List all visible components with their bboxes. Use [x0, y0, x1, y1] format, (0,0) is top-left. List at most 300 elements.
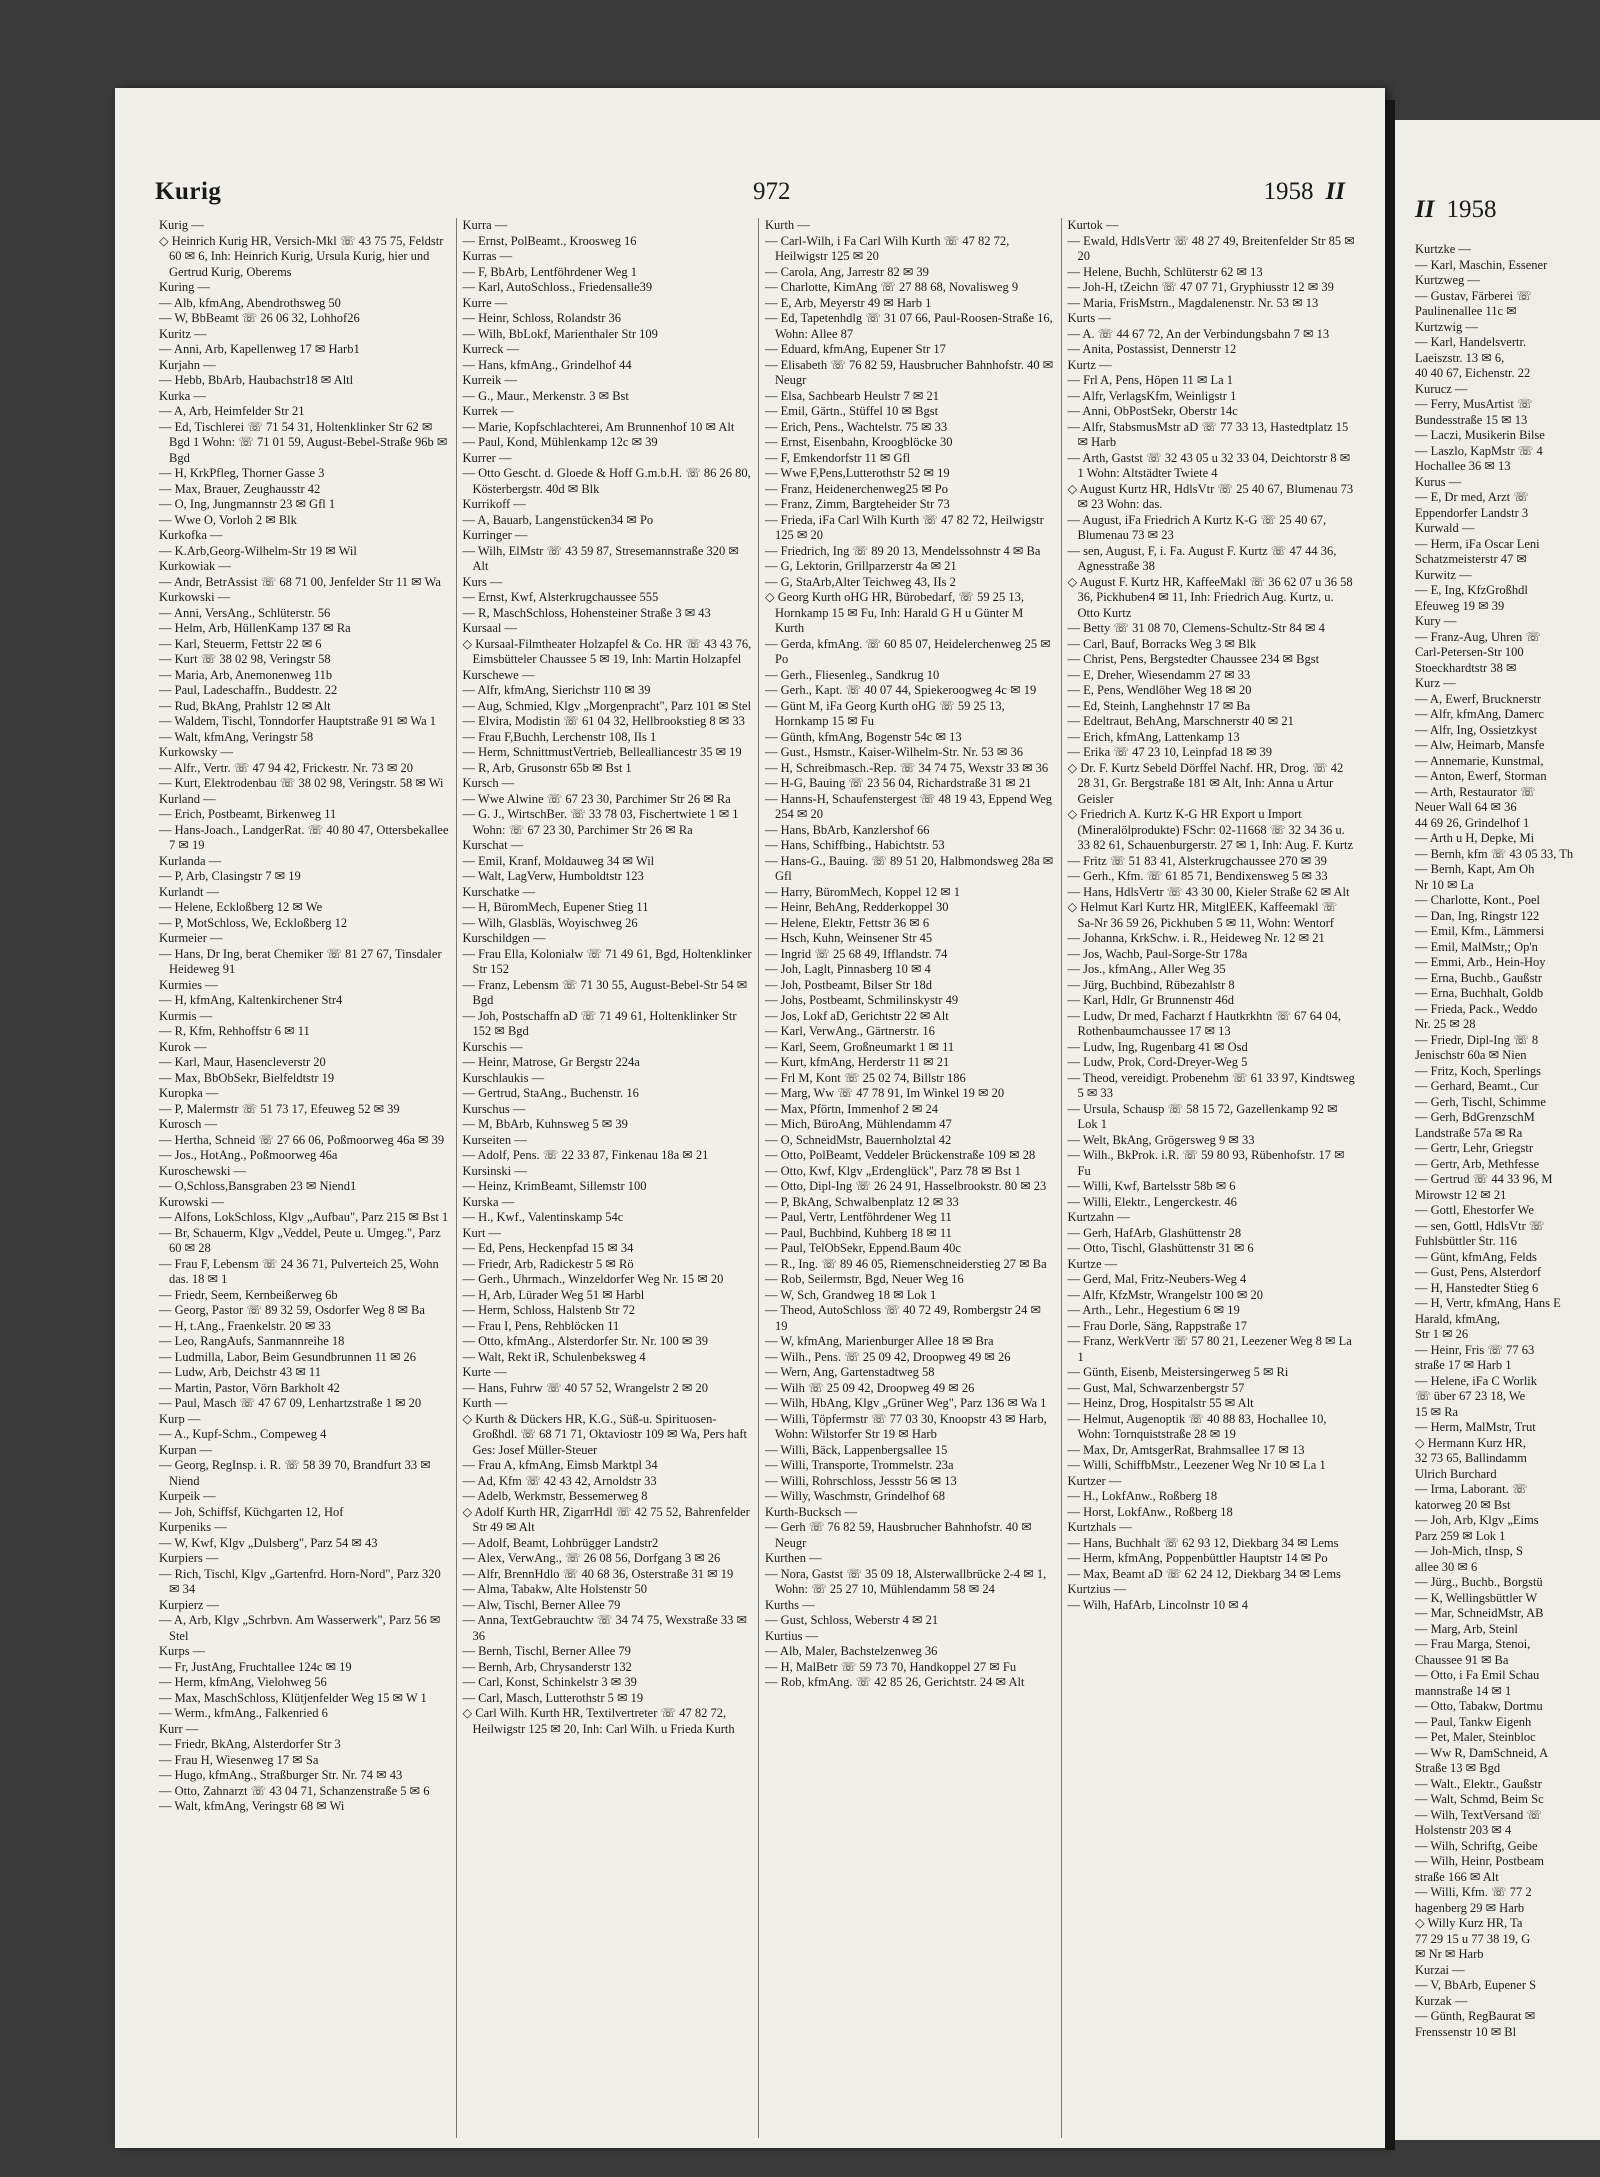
directory-entry: — Theod, AutoSchloss ☏ 40 72 49, Rombergstr 24 ✉ 19: [765, 1303, 1041, 1333]
directory-entry: — Horst, LokfAnw., Roßberg 18: [1067, 1504, 1233, 1519]
directory-entry: — Max, Dr, AmtsgerRat, Brahmsallee 17 ✉ 13: [1067, 1442, 1305, 1457]
directory-entry: — W, Kwf, Klgv „Dulsberg", Parz 54 ✉ 43: [159, 1535, 378, 1550]
directory-entry: — Adolf, Pens. ☏ 22 33 87, Finkenau 18a ✉ 21: [462, 1148, 709, 1162]
directory-entry: Kurschildgen —: [462, 931, 546, 945]
right-page-line: — Ww R, DamSchneid, A: [1415, 1745, 1549, 1760]
directory-entry: — Max, MaschSchloss, Klütjenfelder Weg 15 ✉ W 1: [159, 1690, 427, 1705]
directory-entry: — Charlotte, KimAng ☏ 27 88 68, Novalisweg 9: [765, 280, 1019, 294]
directory-entry: — Heinz, Drog, Hospitalstr 55 ✉ Alt: [1067, 1396, 1254, 1410]
right-page-line: — Joh, Arb, Klgv „Eims: [1415, 1513, 1539, 1527]
directory-entry: — Maria, FrisMstrn., Magdalenenstr. Nr. 53 ✉ 13: [1067, 295, 1319, 310]
right-page-line: Neuer Wall 64 ✉ 36: [1415, 800, 1517, 814]
directory-entry: — Bernh, Arb, Chrysanderstr 132: [462, 1659, 632, 1674]
right-page-line: — E, Ing, KfzGroßhdl: [1415, 583, 1528, 597]
directory-entry: — Arth., Lehr., Hegestium 6 ✉ 19: [1067, 1303, 1240, 1317]
right-page-line: — Charlotte, Kont., Poel: [1415, 893, 1540, 907]
directory-entry: — Wern, Ang, Gartenstadtweg 58: [765, 1365, 935, 1379]
directory-entry: Kurth-Bucksch —: [765, 1504, 857, 1519]
directory-entry: — Joh-H, tZeichn ☏ 47 07 71, Gryphiusstr 12 ✉ 39: [1067, 280, 1334, 294]
right-page-line: — H, Vertr, kfmAng, Hans E: [1415, 1296, 1561, 1310]
directory-entry: — O, Ing, Jungmannstr 23 ✉ Gfl 1: [159, 497, 336, 511]
directory-entry: Kurtzahn —: [1067, 1210, 1130, 1224]
directory-entry: — Georg, Pastor ☏ 89 32 59, Osdorfer Weg 8 ✉ Ba: [159, 1303, 425, 1317]
directory-entry: Kuroschewski —: [159, 1163, 247, 1178]
directory-entry: — August, iFa Friedrich A Kurtz K-G ☏ 25 40 67, Blumenau 73 ✉ 23: [1067, 512, 1327, 542]
directory-entry: — Alex, VerwAng., ☏ 26 08 56, Dorfgang 3 ✉ 26: [462, 1551, 721, 1565]
right-page-line: 15 ✉ Ra: [1415, 1404, 1459, 1419]
directory-entry: — Friedr, Arb, Radickestr 5 ✉ Rö: [462, 1256, 634, 1271]
directory-entry: — Gerh, HafArb, Glashüttenstr 28: [1067, 1225, 1242, 1240]
right-page-line: — Frieda, Pack., Weddo: [1415, 1001, 1538, 1016]
directory-entry: — Franz, Zimm, Bargteheider Str 73: [765, 497, 950, 511]
directory-entry: Kurs —: [462, 574, 503, 589]
directory-entry: Kurlanda —: [159, 853, 222, 868]
directory-entry: — Gust, Schloss, Weberstr 4 ✉ 21: [765, 1613, 939, 1627]
directory-entry: Kurschewe —: [462, 667, 535, 682]
right-page-line: — sen, Gottl, HdlsVtr ☏: [1415, 1218, 1545, 1233]
directory-entry: — Joh, Laglt, Pinnasberg 10 ✉ 4: [765, 962, 931, 976]
directory-entry: — Kurt ☏ 38 02 98, Veringstr 58: [159, 652, 331, 666]
directory-entry: — Walt, kfmAng, Veringstr 58: [159, 729, 314, 744]
right-page-line: — Herm, MalMstr, Trut: [1415, 1420, 1536, 1434]
directory-entry: Kurringer —: [462, 528, 528, 542]
directory-entry: — Leo, RangAufs, Sanmannreihe 18: [159, 1334, 345, 1348]
directory-entry: Kurkofka —: [159, 528, 223, 542]
directory-entry: — K.Arb,Georg-Wilhelm-Str 19 ✉ Wil: [159, 543, 357, 558]
directory-entry: — Frau H, Wiesenweg 17 ✉ Sa: [159, 1752, 319, 1767]
right-page-line: straße 17 ✉ Harb 1: [1415, 1358, 1512, 1372]
directory-entry: — O, SchneidMstr, Bauernholztal 42: [765, 1132, 952, 1147]
directory-entry: — Ludw, Prok, Cord-Dreyer-Weg 5: [1067, 1055, 1248, 1069]
right-page-line: — Karl, Handelsvertr.: [1415, 335, 1527, 349]
directory-entry: Kurowski —: [159, 1194, 224, 1209]
directory-entry: — sen, August, F, i. Fa. August F. Kurtz ☏ 47 44 36, Agnesstraße 38: [1067, 543, 1337, 573]
directory-entry: — O,Schloss,Bansgraben 23 ✉ Niend1: [159, 1179, 357, 1193]
directory-entry: — R, Kfm, Rehhoffstr 6 ✉ 11: [159, 1024, 310, 1038]
directory-entry: — Karl, VerwAng., Gärtnerstr. 16: [765, 1024, 935, 1038]
directory-entry: — Br, Schauerm, Klgv „Veddel, Peute u. Umgeg.", Parz 60 ✉ 28: [159, 1225, 441, 1255]
directory-entry: — Jos, Lokf aD, Gerichtstr 22 ✉ Alt: [765, 1008, 949, 1023]
right-page-line: — Wilh, Heinr, Postbeam: [1415, 1854, 1544, 1868]
right-page-line: — Otto, Tabakw, Dortmu: [1415, 1699, 1543, 1713]
right-page-line: Kurus —: [1415, 474, 1462, 489]
directory-entry: ◇ August F. Kurtz HR, KaffeeMakl ☏ 36 62 07 u 36 58 36, Pickhuben4 ✉ 11, Inh: Friedrich Aug. Kurtz, u. Otto Kurtz: [1067, 574, 1353, 620]
directory-entry: — Wilh, ElMstr ☏ 43 59 87, Stresemannstraße 320 ✉ Alt: [462, 543, 739, 573]
directory-entry: — Frau Ella, Kolonialw ☏ 71 49 61, Bgd, Holtenklinker Str 152: [462, 946, 752, 976]
right-page-line: Frenssenstr 10 ✉ Bl: [1415, 2024, 1517, 2039]
right-page-line: Schatzmeisterstr 47 ✉: [1415, 552, 1527, 566]
directory-entry: — Gerh., Kapt. ☏ 40 07 44, Spiekeroogweg 4c ✉ 19: [765, 683, 1037, 697]
right-page-line: Carl-Petersen-Str 100: [1415, 645, 1524, 659]
right-page-line: — Wilh, Schriftg, Geibe: [1415, 1838, 1538, 1853]
directory-entry: Kurmies —: [159, 977, 218, 992]
directory-entry: — Max, Beamt aD ☏ 62 24 12, Diekbarg 34 ✉ Lems: [1067, 1566, 1341, 1581]
right-page-line: — Alw, Heimarb, Mansfe: [1415, 738, 1545, 752]
directory-entry: — Alfr., Vertr. ☏ 47 94 42, Frickestr. Nr. 73 ✉ 20: [159, 760, 413, 775]
directory-entry: Kursaal —: [462, 621, 517, 635]
right-page-line: Landstraße 57a ✉ Ra: [1415, 1125, 1523, 1140]
right-page-line: ◇ Hermann Kurz HR,: [1415, 1435, 1526, 1450]
directory-entry: Kurre —: [462, 295, 508, 310]
directory-entry: — P, Malermstr ☏ 51 73 17, Efeuweg 52 ✉ 39: [159, 1101, 400, 1116]
directory-entry: Kurthen —: [765, 1551, 822, 1565]
directory-entry: — Karl, Hdlr, Gr Brunnenstr 46d: [1067, 993, 1234, 1007]
directory-entry: — Ludw, Ing, Rugenbarg 41 ✉ Osd: [1067, 1039, 1248, 1054]
directory-entry: — Gerd, Mal, Fritz-Neubers-Weg 4: [1067, 1272, 1247, 1286]
right-header-volume: II: [1415, 196, 1435, 223]
directory-entry: Kurmis —: [159, 1008, 213, 1023]
right-page-line: allee 30 ✉ 6: [1415, 1559, 1478, 1574]
directory-entry: Kurte —: [462, 1365, 507, 1379]
directory-entry: Kurland —: [159, 791, 216, 806]
directory-entry: — Karl, AutoSchloss., Friedensalle39: [462, 280, 653, 294]
directory-entry: — Alma, Tabakw, Alte Holstenstr 50: [462, 1582, 648, 1596]
directory-entry: — Paul, TelObSekr, Eppend.Baum 40c: [765, 1241, 961, 1255]
directory-entry: ◇ Adolf Kurth HR, ZigarrHdl ☏ 42 75 52, Bahrenfelder Str 49 ✉ Alt: [462, 1504, 750, 1534]
directory-entry: ◇ Dr. F. Kurtz Sebeld Dörffel Nachf. HR, Drog. ☏ 42 28 31, Gr. Bergstraße 181 ✉ Alt, Inh: Anna u Artur Geisler: [1067, 760, 1344, 806]
directory-entry: — Wilh, Glasbläs, Woyischweg 26: [462, 915, 638, 930]
directory-entry: — Alfr, VerlagsKfm, Weinligstr 1: [1067, 388, 1237, 403]
right-page-line: Holstenstr 203 ✉ 4: [1415, 1823, 1512, 1837]
directory-entry: — Kurt, Elektrodenbau ☏ 38 02 98, Veringstr. 58 ✉ Wi: [159, 776, 444, 790]
directory-entry: — Anna, TextGebrauchtw ☏ 34 74 75, Wexstraße 33 ✉ 36: [462, 1613, 747, 1643]
directory-entry: — H, BüromMech, Eupener Stieg 11: [462, 900, 649, 914]
directory-entry: — Ed, Tapetenhdlg ☏ 31 07 66, Paul-Roosen-Straße 16, Wohn: Allee 87: [765, 311, 1053, 341]
directory-entry: Kurpeik —: [159, 1489, 216, 1503]
directory-entry: — Helene, Eckloßberg 12 ✉ We: [159, 900, 323, 914]
right-page-line: — Fritz, Koch, Sperlings: [1415, 1063, 1542, 1078]
directory-entry: — A, Arb, Klgv „Schrbvn. Am Wasserwerk", Parz 56 ✉ Stel: [159, 1613, 441, 1643]
directory-entry: — Joh, Schiffsf, Küchgarten 12, Hof: [159, 1504, 344, 1519]
directory-entry: — Jos., kfmAng., Aller Weg 35: [1067, 962, 1226, 976]
directory-entry: — Alw, Tischl, Berner Allee 79: [462, 1597, 621, 1612]
right-page-line: Kurtzwig —: [1415, 319, 1478, 334]
directory-entry: Kurtzhals —: [1067, 1520, 1132, 1534]
right-page-line: — Emmi, Arb., Hein-Hoy: [1415, 955, 1546, 969]
directory-entry: Kurt —: [462, 1225, 502, 1240]
right-page-column: [1415, 242, 1600, 2040]
directory-entry: Kurschus —: [462, 1101, 526, 1116]
directory-entry: — Helene, Elektr, Fettstr 36 ✉ 6: [765, 915, 930, 930]
right-page-line: Ulrich Burchard: [1415, 1466, 1497, 1481]
right-page-line: Kurwitz —: [1415, 567, 1472, 582]
directory-entry: — Otto, Kwf, Klgv „Erdenglück", Parz 78 ✉ Bst 1: [765, 1163, 1021, 1178]
directory-entry: Kurrer —: [462, 450, 512, 465]
directory-entry: — Karl, Steuerm, Fettstr 22 ✉ 6: [159, 636, 322, 651]
directory-entry: — Hans-G., Bauing. ☏ 89 51 20, Halbmondsweg 28a ✉ Gfl: [765, 853, 1054, 883]
directory-entry: — Wilh, HbAng, Klgv „Grüner Weg", Parz 136 ✉ Wa 1: [765, 1396, 1047, 1410]
directory-entry: — Herm, SchnittmustVertrieb, Bellealliancestr 35 ✉ 19: [462, 745, 742, 759]
directory-entry: — Franz, Lebensm ☏ 71 30 55, August-Bebel-Str 54 ✉ Bgd: [462, 977, 748, 1007]
directory-entry: — Elsa, Sachbearb Heulstr 7 ✉ 21: [765, 388, 939, 403]
directory-entry: — Alb, kfmAng, Abendrothsweg 50: [159, 295, 341, 310]
directory-entry: ◇ Georg Kurth oHG HR, Bürobedarf, ☏ 59 25 13, Hornkamp 15 ✉ Fu, Inh: Harald G H u Günter M Kurth: [765, 590, 1025, 635]
right-page-line: — Otto, i Fa Emil Schau: [1415, 1668, 1540, 1682]
directory-entry: — Alfr, BrennHdlo ☏ 40 68 36, Osterstraße 31 ✉ 19: [462, 1566, 734, 1581]
directory-entry: — Paul, Kond, Mühlenkamp 12c ✉ 39: [462, 435, 658, 449]
right-page-line: — Laszlo, KapMstr ☏ 4: [1415, 443, 1543, 458]
right-page-line: Fuhlsbüttler Str. 116: [1415, 1234, 1517, 1248]
directory-entry: — Helm, Arb, HüllenKamp 137 ✉ Ra: [159, 621, 351, 635]
directory-entry: — H., Kwf., Valentinskamp 54c: [462, 1210, 624, 1224]
right-page-line: — Alfr, Ing, Ossietzkyst: [1415, 722, 1538, 737]
directory-entry: — Wilh., BkProk. i.R. ☏ 59 80 93, Rübenhofstr. 17 ✉ Fu: [1067, 1148, 1345, 1178]
directory-entry: Kurths —: [765, 1597, 815, 1612]
directory-entry: Kurra —: [462, 218, 508, 232]
directory-entry: — Willi, Elektr., Lengerckestr. 46: [1067, 1194, 1237, 1209]
right-page-line: — Mar, SchneidMstr, AB: [1415, 1606, 1544, 1620]
directory-column-1: [153, 218, 456, 2138]
directory-entry: — Willi, Kwf, Bartelsstr 58b ✉ 6: [1067, 1179, 1236, 1193]
header-keyword: Kurig: [155, 178, 222, 205]
right-page-line: — Arth u H, Depke, Mi: [1415, 831, 1535, 845]
directory-entry: — Alfons, LokSchloss, Klgv „Aufbau", Parz 215 ✉ Bst 1: [159, 1210, 449, 1224]
directory-entry: — G., Maur., Merkenstr. 3 ✉ Bst: [462, 388, 629, 403]
right-page-line: Jenischstr 60a ✉ Nien: [1415, 1048, 1527, 1062]
directory-entry: Kurschatke —: [462, 884, 536, 899]
right-page-line: — Jürg., Buchb., Borgstü: [1415, 1575, 1543, 1589]
directory-entry: — Gertrud, StaAng., Buchenstr. 16: [462, 1086, 639, 1100]
right-page-line: — Herm, iFa Oscar Leni: [1415, 536, 1540, 551]
directory-entry: — Kurt, kfmAng, Herderstr 11 ✉ 21: [765, 1055, 950, 1069]
directory-entry: — Johs, Postbeamt, Schmilinskystr 49: [765, 993, 959, 1007]
directory-entry: — Wwe O, Vorloh 2 ✉ Blk: [159, 512, 297, 527]
directory-entry: — Carl, Konst, Schinkelstr 3 ✉ 39: [462, 1675, 637, 1689]
right-page-line: Parz 259 ✉ Lok 1: [1415, 1528, 1506, 1543]
right-page-line: — Ferry, MusArtist ☏: [1415, 397, 1533, 411]
directory-entry: Kurth —: [462, 1396, 508, 1410]
book-gutter: [1385, 100, 1395, 2150]
directory-entry: — Hans, kfmAng., Grindelhof 44: [462, 357, 632, 372]
directory-entry: Kurreck —: [462, 342, 520, 356]
directory-entry: — Jos., HotAng., Poßmoorweg 46a: [159, 1148, 338, 1162]
directory-entry: — Willi, Töpfermstr ☏ 77 03 30, Knoopstr 43 ✉ Harb, Wohn: Wilstorfer Str 19 ✉ Harb: [765, 1411, 1047, 1441]
directory-entry: — Ernst, Kwf, Alsterkrugchaussee 555: [462, 590, 659, 604]
directory-entry: — Ernst, PolBeamt., Kroosweg 16: [462, 233, 637, 248]
header-volume: II: [1325, 178, 1345, 205]
directory-entry: Kurseiten —: [462, 1132, 527, 1147]
directory-entry: — Hertha, Schneid ☏ 27 66 06, Poßmoorweg 46a ✉ 39: [159, 1132, 445, 1147]
directory-entry: Kurrikoff —: [462, 497, 526, 511]
directory-entry: — Franz, Heidenerchenweg25 ✉ Po: [765, 481, 948, 496]
directory-entry: — Betty ☏ 31 08 70, Clemens-Schultz-Str 84 ✉ 4: [1067, 621, 1325, 635]
directory-entry: — A, Bauarb, Langenstücken34 ✉ Po: [462, 512, 654, 527]
directory-entry: — Arth, Gastst ☏ 32 43 05 u 32 33 04, Deichtorstr 8 ✉ 1 Wohn: Altstädter Twiete 4: [1067, 450, 1351, 480]
directory-entry: — W, kfmAng, Marienburger Allee 18 ✉ Bra: [765, 1334, 994, 1348]
directory-entry: — Günt M, iFa Georg Kurth oHG ☏ 59 25 13, Hornkamp 15 ✉ Fu: [765, 698, 1005, 728]
right-page-line: — Emil, Kfm., Lämmersi: [1415, 924, 1545, 938]
directory-entry: ◇ Carl Wilh. Kurth HR, Textilvertreter ☏ 47 82 72, Heilwigstr 125 ✉ 20, Inh: Carl Wilh. u Frieda Kurth: [462, 1706, 735, 1736]
directory-entry: — Rich, Tischl, Klgv „Gartenfrd. Horn-Nord", Parz 320 ✉ 34: [159, 1566, 441, 1596]
directory-entry: — Otto, Dipl-Ing ☏ 26 24 91, Hasselbrookstr. 80 ✉ 23: [765, 1179, 1047, 1193]
right-page-header: [1415, 196, 1496, 224]
right-page-line: — Joh-Mich, tInsp, S: [1415, 1544, 1523, 1558]
directory-entry: Kurkowsky —: [159, 745, 233, 759]
directory-entry: Kurschlaukis —: [462, 1070, 545, 1085]
directory-entry: — Erich, Pens., Wachtelstr. 75 ✉ 33: [765, 419, 948, 434]
directory-entry: — Emil, Kranf, Moldauweg 34 ✉ Wil: [462, 853, 655, 868]
directory-entry: ◇ Friedrich A. Kurtz K-G HR Export u Import (Mineralölprodukte) FSchr: 02-11668 ☏ 32 34 36 u. 33 82 61, Schauenburgerstr. 27 ✉ 1, Inh: Aug. F. Kurtz: [1067, 807, 1354, 852]
right-page-line: — Alfr, kfmAng, Damerc: [1415, 707, 1544, 721]
directory-entry: — R., Ing. ☏ 89 46 05, Riemenschneiderstieg 27 ✉ Ba: [765, 1256, 1047, 1271]
directory-entry: — Rud, BkAng, Prahlstr 12 ✉ Alt: [159, 698, 331, 713]
right-page-line: — Irma, Laborant. ☏: [1415, 1482, 1528, 1496]
directory-entry: — Edeltraut, BehAng, Marschnerstr 40 ✉ 21: [1067, 714, 1294, 728]
directory-entry: — Wilh, BbLokf, Marienthaler Str 109: [462, 326, 658, 341]
directory-entry: — Alfr, StabsmusMstr aD ☏ 77 33 13, Hastedtplatz 15 ✉ Harb: [1067, 419, 1349, 449]
right-page-line: — Gertr, Lehr, Griegstr: [1415, 1141, 1534, 1155]
directory-entry: Kuropka —: [159, 1086, 219, 1100]
right-page-line: Chaussee 91 ✉ Ba: [1415, 1652, 1509, 1667]
directory-entry: — Gerda, kfmAng. ☏ 60 85 07, Heidelerchenweg 25 ✉ Po: [765, 636, 1051, 666]
directory-entry: — Aug, Schmied, Klgv „Morgenpracht", Parz 101 ✉ Stel: [462, 698, 752, 713]
directory-entry: Kurkowiak —: [159, 559, 231, 573]
directory-entry: — Ed, Pens, Heckenpfad 15 ✉ 34: [462, 1241, 634, 1255]
directory-entry: — Hugo, kfmAng., Straßburger Str. Nr. 74 ✉ 43: [159, 1768, 403, 1782]
directory-entry: — Jürg, Buchbind, Rübezahlstr 8: [1067, 977, 1235, 992]
directory-entry: — W, Sch, Grandweg 18 ✉ Lok 1: [765, 1287, 937, 1302]
directory-entry: — Max, Brauer, Zeughausstr 42: [159, 481, 321, 496]
directory-column-3: [758, 218, 1061, 2138]
directory-entry: — Gerh., Kfm. ☏ 61 85 71, Bendixensweg 5 ✉ 33: [1067, 869, 1328, 883]
directory-entry: — Willi, Transporte, Trommelstr. 23a: [765, 1458, 954, 1472]
directory-entry: — Emil, Gärtn., Stüffel 10 ✉ Bgst: [765, 404, 939, 418]
directory-entry: — Willy, Waschmstr, Grindelhof 68: [765, 1489, 946, 1503]
directory-entry: — Hebb, BbArb, Haubachstr18 ✉ Altl: [159, 373, 354, 387]
right-page-line: Kurzak —: [1415, 1993, 1468, 2008]
right-page-line: Kurz —: [1415, 676, 1456, 690]
directory-entry: — Mich, BüroAng, Mühlendamm 47: [765, 1117, 952, 1131]
directory-entry: — G, StaArb,Alter Teichweg 43, IIs 2: [765, 574, 956, 589]
directory-entry: — Karl, Maur, Hasencleverstr 20: [159, 1055, 326, 1069]
directory-entry: — Heinr, Matrose, Gr Bergstr 224a: [462, 1055, 640, 1069]
directory-entry: — E, Arb, Meyerstr 49 ✉ Harb 1: [765, 295, 932, 310]
directory-entry: — Hans, Schiffbing., Habichtstr. 53: [765, 838, 945, 852]
right-page-line: — V, BbArb, Eupener S: [1415, 1978, 1537, 1992]
right-page-line: — K, Wellingsbüttler W: [1415, 1590, 1538, 1605]
directory-entry: — Fr, JustAng, Fruchtallee 124c ✉ 19: [159, 1659, 352, 1674]
directory-entry: — Johanna, KrkSchw. i. R., Heideweg Nr. 12 ✉ 21: [1067, 931, 1325, 945]
directory-entry: Kurmeier —: [159, 931, 223, 945]
directory-entry: Kurpiers —: [159, 1551, 219, 1565]
directory-entry: — Friedrich, Ing ☏ 89 20 13, Mendelssohnstr 4 ✉ Ba: [765, 543, 1041, 558]
right-page-line: — Annemarie, Kunstmal,: [1415, 753, 1544, 768]
right-page-line: — Erna, Buchb., Gaußstr: [1415, 970, 1543, 985]
directory-entry: — Heinr, BehAng, Redderkoppel 30: [765, 900, 949, 914]
directory-entry: — Alfr, KfzMstr, Wrangelstr 100 ✉ 20: [1067, 1287, 1264, 1302]
directory-entry: — Erika ☏ 47 23 10, Leinpfad 18 ✉ 39: [1067, 745, 1273, 759]
directory-entry: — Frau I, Pens, Rehblöcken 11: [462, 1318, 620, 1333]
right-page-line: — Paul, Tankw Eigenh: [1415, 1714, 1532, 1729]
directory-entry: — Jos, Wachb, Paul-Sorge-Str 178a: [1067, 946, 1248, 961]
directory-entry: Kuring —: [159, 280, 211, 294]
directory-entry: — Nora, Gastst ☏ 35 09 18, Alsterwallbrücke 2-4 ✉ 1, Wohn: ☏ 25 27 10, Mühlendamm 58 ✉ 24: [765, 1566, 1047, 1596]
right-page-line: — Anton, Ewerf, Storman: [1415, 769, 1547, 783]
right-page-line: — Gustav, Färberei ☏: [1415, 288, 1532, 303]
right-page-line: Harald, kfmAng,: [1415, 1311, 1501, 1326]
directory-entry: — Theod, vereidigt. Probenehm ☏ 61 33 97, Kindtsweg 5 ✉ 33: [1067, 1070, 1355, 1100]
right-page-line: Hochallee 36 ✉ 13: [1415, 459, 1511, 473]
directory-entry: — Marg, Ww ☏ 47 78 91, Im Winkel 19 ✉ 20: [765, 1086, 1005, 1100]
right-page-line: Nr. 25 ✉ 28: [1415, 1017, 1476, 1031]
directory-entry: Kurschis —: [462, 1039, 523, 1054]
directory-entry: Kurtzius —: [1067, 1582, 1127, 1596]
directory-entry: — Heinr, Schloss, Rolandstr 36: [462, 311, 622, 325]
directory-entry: — Hans, HdlsVertr ☏ 43 30 00, Kieler Straße 62 ✉ Alt: [1067, 884, 1350, 899]
directory-entry: — Max, BbObSekr, Bielfeldtstr 19: [159, 1070, 335, 1085]
directory-entry: — R, Arb, Grusonstr 65b ✉ Bst 1: [462, 760, 632, 775]
directory-entry: — Gust, Mal, Schwarzenbergstr 57: [1067, 1380, 1245, 1395]
directory-entry: Kurska —: [462, 1194, 515, 1209]
directory-entry: — Walt, Rekt iR, Schulenbeksweg 4: [462, 1349, 646, 1364]
right-page-line: — Gerhard, Beamt., Cur: [1415, 1079, 1539, 1093]
directory-entry: — Erich, Postbeamt, Birkenweg 11: [159, 807, 337, 821]
directory-entry: — Hsch, Kuhn, Weinsener Str 45: [765, 931, 933, 945]
directory-entry: Kurreik —: [462, 373, 517, 387]
directory-entry: Kurjahn —: [159, 357, 216, 372]
right-page: [1395, 120, 1600, 2140]
directory-entry: Kurth —: [765, 218, 810, 232]
directory-entry: — Ludmilla, Labor, Beim Gesundbrunnen 11 ✉ 26: [159, 1349, 417, 1364]
right-page-line: — Marg, Arb, Steinl: [1415, 1621, 1518, 1636]
directory-entry: — E, Pens, Wendlöher Weg 18 ✉ 20: [1067, 683, 1252, 697]
right-page-line: Bundesstraße 15 ✉ 13: [1415, 412, 1528, 427]
directory-entry: — Otto, Tischl, Glashüttenstr 31 ✉ 6: [1067, 1241, 1254, 1255]
directory-entry: — Ingrid ☏ 25 68 49, Ifflandstr. 74: [765, 946, 948, 961]
directory-entry: Kurlandt —: [159, 884, 220, 899]
directory-entry: Kurr —: [159, 1721, 199, 1736]
directory-entry: Kursinski —: [462, 1163, 527, 1178]
directory-entry: — P, MotSchloss, We, Eckloßberg 12: [159, 915, 348, 930]
directory-entry: Kurtz —: [1067, 357, 1112, 372]
directory-entry: — Franz, WerkVertr ☏ 57 80 21, Leezener Weg 8 ✉ La 1: [1067, 1334, 1352, 1364]
right-page-line: Kury —: [1415, 614, 1457, 628]
directory-entry: — Frau Dorle, Säng, Rappstraße 17: [1067, 1318, 1247, 1333]
right-page-line: — Helene, iFa C Worlik: [1415, 1373, 1538, 1388]
directory-entry: Kurosch —: [159, 1117, 217, 1131]
directory-entry: — Eduard, kfmAng, Eupener Str 17: [765, 342, 946, 356]
right-page-line: — Gerh, Tischl, Schimme: [1415, 1094, 1546, 1109]
directory-entry: — Paul, Ladeschaffn., Buddestr. 22: [159, 683, 338, 697]
directory-entry: — Willi, Bäck, Lappenbergsallee 15: [765, 1442, 948, 1457]
directory-entry: — Max, Pförtn, Immenhof 2 ✉ 24: [765, 1101, 938, 1116]
right-page-line: — Willi, Kfm. ☏ 77 2: [1415, 1885, 1532, 1899]
header-year: 1958: [1263, 178, 1314, 205]
directory-entry: — Anni, ObPostSekr, Oberstr 14c: [1067, 404, 1238, 418]
directory-entry: — H, kfmAng, Kaltenkirchener Str4: [159, 993, 343, 1007]
right-page-line: ✉ Nr ✉ Harb: [1415, 1947, 1484, 1961]
directory-entry: — Marie, Kopfschlachterei, Am Brunnenhof 10 ✉ Alt: [462, 419, 735, 434]
directory-entry: — Günth, kfmAng, Bogenstr 54c ✉ 13: [765, 729, 962, 744]
right-page-line: katorweg 20 ✉ Bst: [1415, 1497, 1511, 1512]
directory-entry: — Anni, VersAng., Schlüterstr. 56: [159, 605, 331, 620]
directory-entry: — Herm, Schloss, Halstenb Str 72: [462, 1303, 636, 1317]
right-page-line: — Gertr, Arb, Methfesse: [1415, 1156, 1540, 1171]
right-page-line: Laeiszstr. 13 ✉ 6,: [1415, 350, 1505, 365]
right-header-year: 1958: [1446, 196, 1497, 223]
right-page-line: Nr 10 ✉ La: [1415, 877, 1474, 892]
directory-column-4: [1061, 218, 1364, 2138]
directory-entry: — Walt, kfmAng, Veringstr 68 ✉ Wi: [159, 1799, 345, 1813]
directory-entry: — E, Dreher, Wiesendamm 27 ✉ 33: [1067, 667, 1251, 682]
directory-entry: Kurrek —: [462, 404, 514, 418]
right-page-line: Eppendorfer Landstr 3: [1415, 505, 1529, 520]
directory-entry: — Maria, Arb, Anemonenweg 11b: [159, 667, 333, 682]
right-page-line: — Bernh, Kapt, Am Oh: [1415, 862, 1535, 876]
directory-entry: — Fritz ☏ 51 83 41, Alsterkrugchaussee 270 ✉ 39: [1067, 853, 1327, 868]
directory-entry: — Wwe F,Pens,Lutterothstr 52 ✉ 19: [765, 466, 950, 480]
right-page-line: — Emil, MalMstr,; Op'n: [1415, 939, 1538, 954]
